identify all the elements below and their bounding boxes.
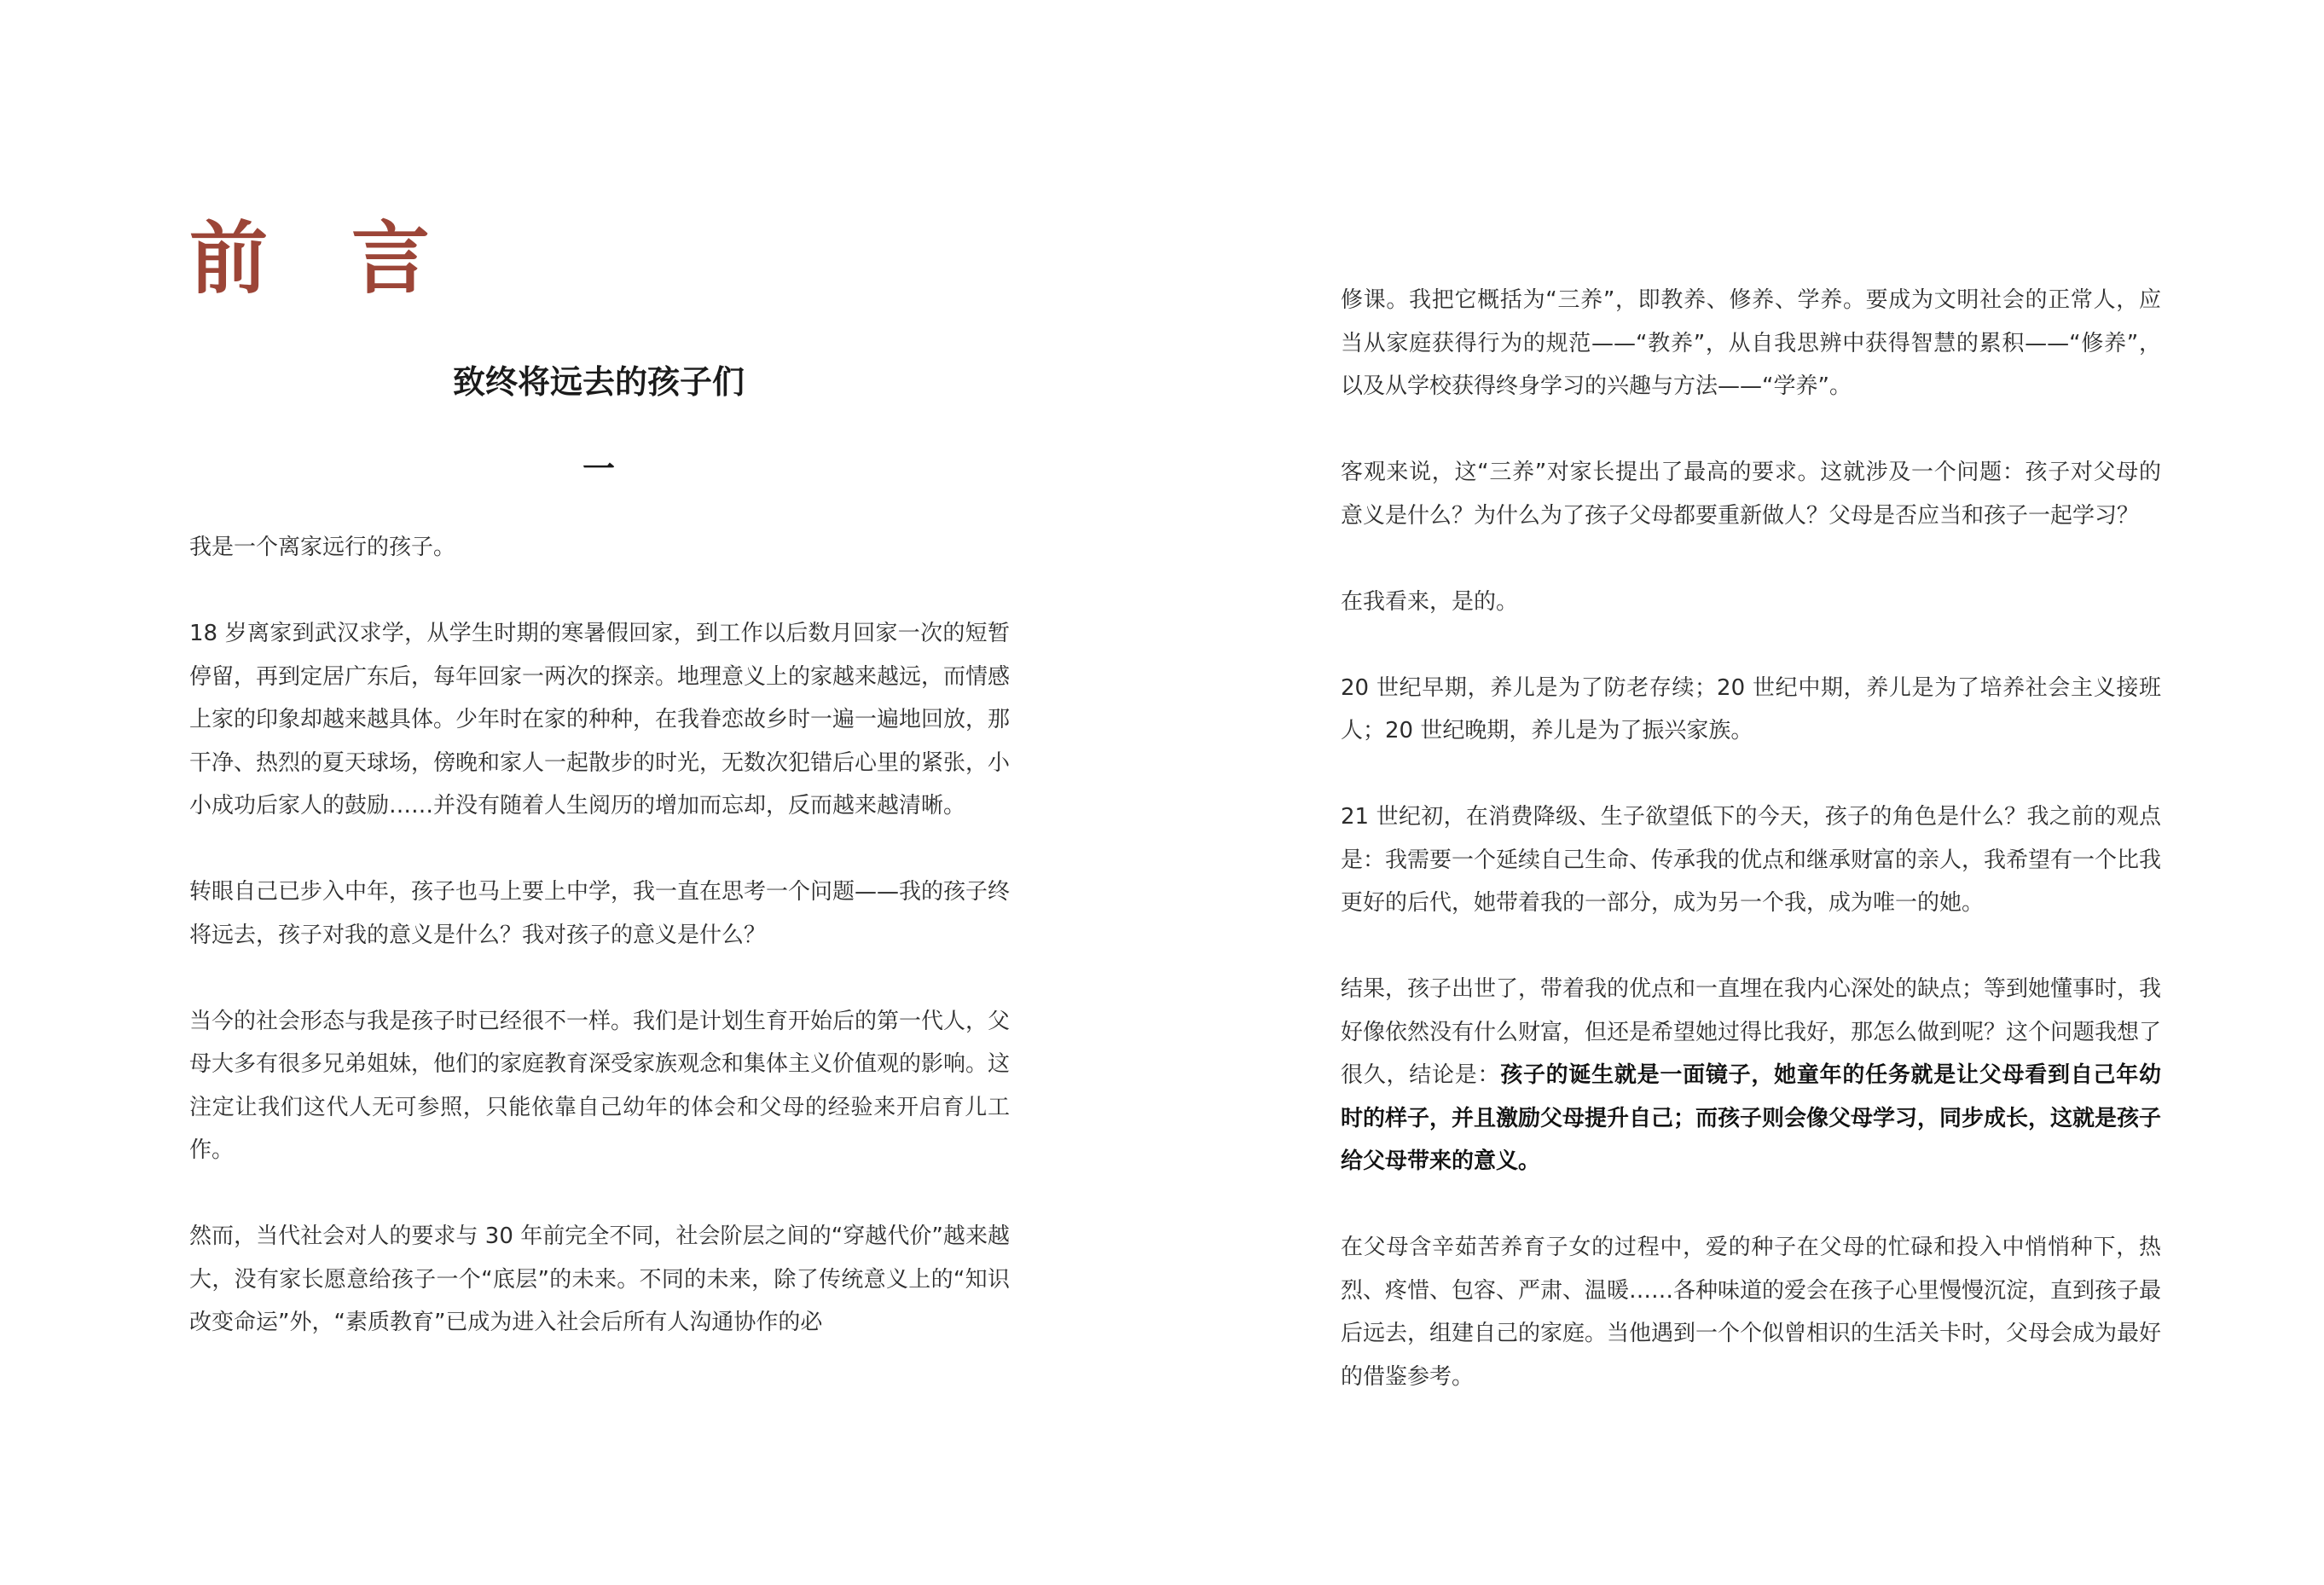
conclusion-intro: 结果，孩子出世了，带着我的优点和一直埋在我内心深处的缺点；等到她懂事时，我好像依然没有什么财富，但还是希望她过得比我好，那怎么做到呢？这个问题我想了很久，结论是： (1341, 976, 2162, 1088)
paragraph: 转眼自己已步入中年，孩子也马上要上中学，我一直在思考一个问题——我的孩子终将远去，孩子对我的意义是什么？我对孩子的意义是什么？ (189, 879, 1011, 948)
left-body-text (189, 526, 1010, 1345)
chapter-title (189, 211, 432, 305)
paragraph: 18 岁离家到武汉求学，从学生时期的寒暑假回家，到工作以后数月回家一次的短暂停留，再到定居广东后，每年回家一两次的探亲。地理意义上的家越来越远，而情感上家的印象却越来越具体。少年时在家的种种，在我眷恋故乡时一遍一遍地回放，那干净、热烈的夏天球场，傍晚和家人一起散步的时光，无数次犯错后心里的紧张，小小成功后家人的鼓励……并没有随着人生阅历的增加而忘却，反而越来越清晰。 (189, 621, 1011, 819)
paragraph: 20 世纪早期，养儿是为了防老存续；20 世纪中期，养儿是为了培养社会主义接班人；20 世纪晚期，养儿是为了振兴家族。 (1341, 674, 2161, 743)
chapter-title-part2: 言 (351, 212, 432, 304)
preface-subtitle: 致终将远去的孩子们 (452, 362, 745, 401)
paragraph: 在父母含辛茹苦养育子女的过程中，爱的种子在父母的忙碌和投入中悄悄种下，热烈、疼惜、包容、严肃、温暖……各种味道的爱会在孩子心里慢慢沉淀，直到孩子最后远去，组建自己的家庭。当他遇到一个个似曾相识的生活关卡时，父母会成为最好的借鉴参考。 (1341, 1235, 2162, 1390)
paragraph: 在我看来，是的。 (1341, 588, 1519, 615)
paragraph: 客观来说，这“三养”对家长提出了最高的要求。这就涉及一个问题：孩子对父母的意义是什么？为什么为了孩子父母都要重新做人？父母是否应当和孩子一起学习？ (1341, 460, 2161, 529)
paragraph: 我是一个离家远行的孩子。 (189, 535, 456, 560)
paragraph: 当今的社会形态与我是孩子时已经很不一样。我们是计划生育开始后的第一代人，父母大多有很多兄弟姐妹，他们的家庭教育深受家族观念和集体主义价值观的影响。这注定让我们这代人无可参照，只能依靠自己幼年的体会和父母的经验来开启育儿工作。 (189, 1008, 1011, 1163)
paragraph: 修课。我把它概括为“三养”，即教养、修养、学养。要成为文明社会的正常人，应当从家庭获得行为的规范——“教养”，从自我思辨中获得智慧的累积——“修养”，以及从学校获得终身学习的兴趣与方法——“学养”。 (1341, 287, 2161, 399)
right-page (1162, 0, 2324, 1585)
section-number: 一 (582, 449, 615, 488)
paragraph: 21 世纪初，在消费降级、生子欲望低下的今天，孩子的角色是什么？我之前的观点是：我需要一个延续自己生命、传承我的优点和继承财富的亲人，我希望有一个比我更好的后代，她带着我的一部分，成为另一个我，成为唯一的她。 (1341, 804, 2162, 916)
right-body-text (1341, 279, 2161, 1398)
paragraph: 然而，当代社会对人的要求与 30 年前完全不同，社会阶层之间的“穿越代价”越来越大，没有家长愿意给孩子一个“底层”的未来。不同的未来，除了传统意义上的“知识改变命运”外，“素质教育”已成为进入社会后所有人沟通协作的必 (189, 1223, 1010, 1335)
conclusion-paragraph (1341, 968, 2161, 1183)
conclusion-emphasis: 孩子的诞生就是一面镜子，她童年的任务就是让父母看到自己年幼时的样子，并且激励父母提升自己；而孩子则会像父母学习，同步成长，这就是孩子给父母带来的意义。 (1341, 1062, 2162, 1174)
chapter-title-part1: 前 (189, 212, 270, 304)
